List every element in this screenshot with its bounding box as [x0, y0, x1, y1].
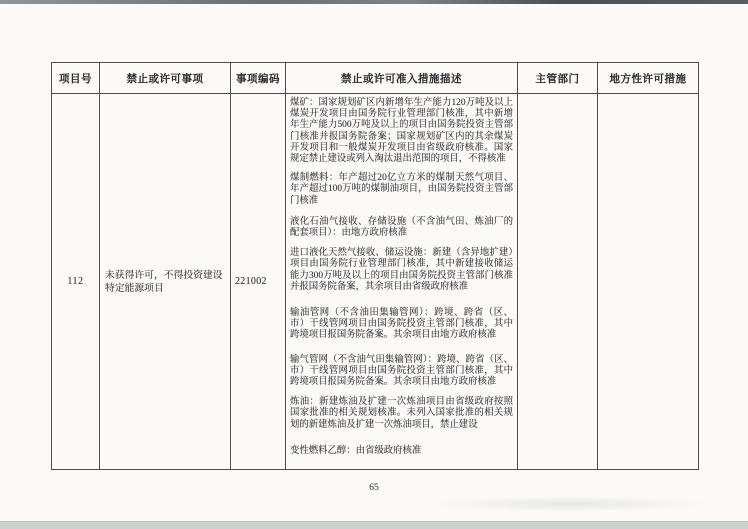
measure-paragraph-oil-pipeline: 输油管网（不含油田集输管网）：跨境、跨省（区、市）干线管网项目由国务院投资主管部门核准，其中跨境项目报国务院备案。其余项目由地方政府核准: [290, 308, 513, 341]
col-header-project-no: 项目号: [52, 63, 100, 94]
permit-items-table: [51, 62, 699, 470]
scan-edge-top: [0, 0, 748, 4]
measure-paragraph-coal-fuel: 煤制燃料：年产超过20亿立方米的煤制天然气项目、年产超过100万吨的煤制油项目，由国务院投资主管部门核准: [290, 173, 513, 206]
col-header-measure-description: 禁止或许可准入措施描述: [286, 63, 518, 94]
col-header-prohibit-item: 禁止或许可事项: [100, 63, 231, 94]
measure-paragraph-refining: 炼油：新建炼油及扩建一次炼油项目由省级政府按照国家批准的相关规划核准。未列入国家批准的相关规划的新建炼油及扩建一次炼油项目，禁止建设: [290, 397, 513, 430]
cell-department: [518, 94, 598, 470]
measure-paragraph-lng-import: 进口液化天然气接收、储运设施：新建（含异地扩建）项目由国务院行业管理部门核准，其中新建接收储运能力300万吨及以上的项目由国务院投资主管部门核准并报国务院备案，其余项目由省级政府核准: [290, 248, 513, 292]
measure-paragraph-gas-pipeline: 输气管网（不含油气田集输管网）：跨境、跨省（区、市）干线管网项目由国务院投资主管部门核准，其中跨境项目报国务院备案。其余项目由地方政府核准: [290, 354, 513, 388]
col-header-local-measures: 地方性许可措施: [598, 63, 699, 94]
cell-prohibit-item: 未获得许可，不得投资建设特定能源项目: [100, 94, 231, 470]
scan-edge-bottom: [0, 521, 748, 529]
col-header-department: 主管部门: [518, 63, 598, 94]
measure-paragraph-fuel-ethanol: 变性燃料乙醇：由省级政府核准: [290, 445, 422, 456]
cell-measure-description: [286, 94, 518, 470]
table-row: [52, 94, 699, 470]
table-header-row: [52, 63, 699, 94]
cell-item-code: 221002: [231, 94, 286, 470]
measure-paragraph-lpg-storage: 液化石油气接收、存储设施（不含油气田、炼油厂的配套项目）：由地方政府核准: [290, 216, 513, 239]
page-number: 65: [369, 483, 379, 493]
col-header-item-code: 事项编码: [231, 63, 286, 94]
measure-paragraph-coal-mine: 煤矿：国家规划矿区内新增年生产能力120万吨及以上煤炭开发项目由国务院行业管理部门核准，其中新增年生产能力500万吨及以上的项目由国务院投资主管部门核准并报国务院备案；国家规划矿区内的其余煤炭开发项目和一般煤炭开发项目由省级政府核准。国家规定禁止建设或列入淘汰退出范围的项目，不得核准: [290, 98, 513, 165]
cell-local-measures: [598, 94, 699, 470]
scan-smudge: [430, 496, 710, 512]
cell-project-no: 112: [52, 94, 100, 470]
